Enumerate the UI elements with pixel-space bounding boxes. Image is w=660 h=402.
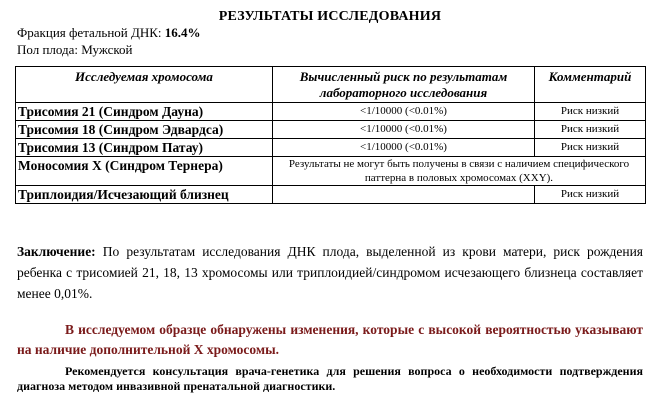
row-comment: Риск низкий <box>535 186 646 204</box>
table-row <box>16 186 646 204</box>
header-comment: Комментарий <box>535 67 646 103</box>
row-chromosome: Триплоидия/Исчезающий близнец <box>16 186 273 204</box>
row-chromosome: Трисомия 18 (Синдром Эдвардса) <box>16 121 273 139</box>
table-row <box>16 157 646 186</box>
header-chromosome: Исследуемая хромосома <box>16 67 273 103</box>
fetal-fraction-line <box>17 25 201 41</box>
alert-paragraph: В исследуемом образце обнаружены изменения, которые с высокой вероятностью указывают на наличие дополнительной Х хромосомы. <box>17 322 643 357</box>
row-chromosome: Моносомия Х (Синдром Тернера) <box>16 157 273 186</box>
row-risk: <1/10000 (<0.01%) <box>273 103 535 121</box>
row-comment: Риск низкий <box>535 121 646 139</box>
fetal-sex-label: Пол плода: <box>17 42 79 57</box>
fetal-sex-value: Мужской <box>81 42 133 57</box>
recommendation-paragraph: Рекомендуется консультация врача-генетика для решения вопроса о необходимости подтверждения диагноза методом инвазивной пренатальной диагностики. <box>17 364 643 393</box>
fetal-sex-line <box>17 42 132 58</box>
table-row <box>16 103 646 121</box>
row-chromosome: Трисомия 13 (Синдром Патау) <box>16 139 273 157</box>
conclusion-text: По результатам исследования ДНК плода, выделенной из крови матери, риск рождения ребенка с трисомией 21, 18, 13 хромосомы или триплоидией/синдромом исчезающего близнеца составляет менее 0,01%. <box>17 244 644 301</box>
results-table <box>15 66 646 204</box>
fetal-fraction-label: Фракция фетальной ДНК: <box>17 25 162 40</box>
row-note: Результаты не могут быть получены в связи с наличием специфического паттерна в половых хромосомах (XXY). <box>273 157 646 186</box>
fetal-fraction-value: 16.4% <box>164 25 201 40</box>
conclusion-label: Заключение: <box>17 244 96 259</box>
table-row <box>16 121 646 139</box>
table-header-row <box>16 67 646 103</box>
row-risk <box>273 186 535 204</box>
header-risk: Вычисленный риск по результатам лабораторного исследования <box>273 67 535 103</box>
page-title: РЕЗУЛЬТАТЫ ИССЛЕДОВАНИЯ <box>218 9 442 24</box>
row-risk: <1/10000 (<0.01%) <box>273 121 535 139</box>
table-row <box>16 139 646 157</box>
row-risk: <1/10000 (<0.01%) <box>273 139 535 157</box>
row-comment: Риск низкий <box>535 139 646 157</box>
row-comment: Риск низкий <box>535 103 646 121</box>
conclusion-paragraph <box>17 241 643 304</box>
row-chromosome: Трисомия 21 (Синдром Дауна) <box>16 103 273 121</box>
